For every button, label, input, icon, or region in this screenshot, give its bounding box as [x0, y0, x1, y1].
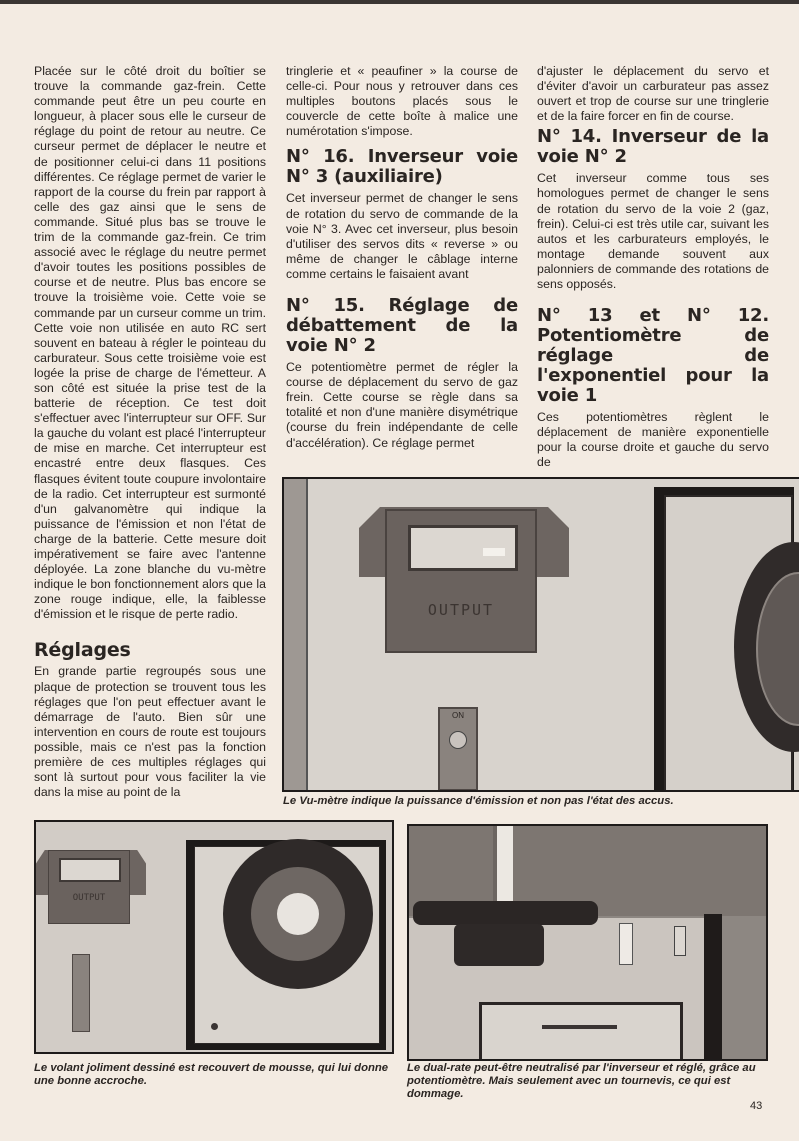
body-paragraph: Cet inverseur comme tous ses homologues permet de changer le sens de rotation du servo de la voie 2 (gaz, frein). Celui-ci est très utile car, suivant les autos et les carburateurs employés, le montage demande souvent aux palonniers de commande des rotations de sens opposés. [537, 171, 769, 292]
body-paragraph: Cet inverseur permet de changer le sens de rotation du servo de commande de la voie N° 3. Avec cet inverseur, plus besoin d'utiliser des servos dits « reverse » ou même de changer le câblage interne comme certains le faisaient avant [286, 191, 518, 281]
handle [413, 901, 598, 925]
scan-edge [0, 0, 799, 4]
case-edge [704, 914, 722, 1061]
meter-label: OUTPUT [427, 601, 495, 619]
wheel-panel [186, 840, 386, 1050]
column-1 [34, 64, 266, 800]
page-number: 43 [750, 1100, 763, 1112]
section-heading-reglages: Réglages [34, 639, 131, 662]
power-switch [72, 954, 90, 1032]
meter-label: OUTPUT [72, 893, 106, 903]
section-heading-15: N° 15. Réglage de débattement de la voie N° 2 [286, 295, 518, 357]
column-3 [537, 64, 769, 471]
body-paragraph: Placée sur le côté droit du boîtier se trouve la commande gaz-frein. Cette commande peut être un peu courte en longueur, à placer sous elle le curseur de réglage du point de retour au neutre. Ce curseur permet de déplacer le neutre et de positionner celui-ci dans 11 positions différentes. Ce réglage permet de varier le rapport de la course du frein par rapport à celle des gaz ainsi que le sens de commande. Situé plus bas se trouve le trim de la commande gaz-frein. Ce trim associé avec le réglage du neutre permet d'avoir toutes les positions possibles de course et de neutre. Plus bas encore se trouve la troisième voie. Cette voie se commande par un curseur comme un trim. Cette voie non utilisée en auto RC sert souvent en bateau à régler le pointeau du carburateur. Sous cette troisième voie est logée la prise de charge de l'émetteur. A son côté est située la prise test de la batterie de réception. Ce test doit s'effectuer avec l'interrupteur sur OFF. Sur la gauche du volant est placé l'interrupteur de mise en marche. Cet interrupteur est encastré entre deux flasques. Ces flasques évitent toute coupure involontaire de la radio. Cet interrupteur est surmonté d'un galvanomètre qui indique la puissance de l'émission et non l'état de charge de la batterie. Cette mesure doit impérativement se faire avec l'antenne déployée. La zone blanche du vu-mètre indique le bon fonctionnement alors que la zone rouge indique, elle, la faiblesse d'émission et le risque de perte radio. [34, 64, 266, 622]
panel-edge [284, 479, 308, 790]
potentiometer-knob [619, 923, 633, 965]
photo-steering-wheel [34, 820, 394, 1054]
meter-window [59, 858, 121, 882]
vu-meter [48, 850, 130, 924]
photo-dual-rate [407, 824, 768, 1061]
meter-window [408, 525, 518, 571]
vu-meter [385, 509, 537, 653]
handle-mount [454, 924, 544, 966]
steering-wheel [223, 839, 373, 989]
section-heading-13-12: N° 13 et N° 12. Potentiomètre de réglage de l'exponentiel pour la voie 1 [537, 305, 769, 407]
switch-label: ON [452, 711, 464, 720]
meter-needle [483, 548, 505, 556]
body-paragraph: tringlerie et « peaufiner » la course de celle-ci. Pour nous y retrouver dans ces multiples boutons placés sous le couvercle de cette boîte à malice une numérotation s'impose. [286, 64, 518, 139]
caption-vu-meter: Le Vu-mètre indique la puissance d'émission et non pas l'état des accus. [283, 795, 674, 807]
section-heading-14: N° 14. Inverseur de la voie N° 2 [537, 126, 769, 168]
column-2 [286, 64, 518, 451]
wheel-panel [654, 487, 794, 792]
body-paragraph: Ce potentiomètre permet de régler la course de déplacement du servo de gaz frein. Cette course se règle dans sa totalité et non d'une manière disymétrique (course du frein indépendante de celle d'accélération). Ce réglage permet [286, 360, 518, 450]
trim-panel [479, 1002, 683, 1061]
caption-dual-rate: Le dual-rate peut-être neutralisé par l'inverseur et réglé, grâce au potentiomètre. Mais seulement avec un tournevis, ce qui est dommage. [407, 1062, 756, 1100]
screw-icon [211, 1023, 218, 1030]
trim-scale [542, 1025, 617, 1029]
body-paragraph: d'ajuster le déplacement du servo et d'éviter d'avoir un carburateur pas assez ouvert et trop de course sur une tringlerie et de la faire forcer en fin de course. [537, 64, 769, 124]
screw-icon [449, 731, 467, 749]
section-heading-16: N° 16. Inverseur voie N° 3 (auxiliaire) [286, 146, 518, 188]
toggle-switch [674, 926, 686, 956]
power-switch [438, 707, 478, 791]
photo-vu-meter [282, 477, 799, 792]
body-paragraph: Ces potentiomètres règlent le déplacement de manière exponentielle pour la course droite et gauche du servo de [537, 410, 769, 470]
caption-steering-wheel: Le volant joliment dessiné est recouvert de mousse, qui lui donne une bonne accroche. [34, 1062, 389, 1087]
antenna [493, 826, 513, 902]
steering-wheel [734, 542, 799, 752]
body-paragraph: En grande partie regroupés sous une plaque de protection se trouvent tous les réglages que l'on peut effectuer avant le démarrage de l'auto. Bien sûr une intervention en cours de route est toujours possible, mais ce n'est pas la fonction première de ces multiples réglages qui sont là surtout pour vous faciliter la vie dans la mise au point de la [34, 664, 266, 800]
